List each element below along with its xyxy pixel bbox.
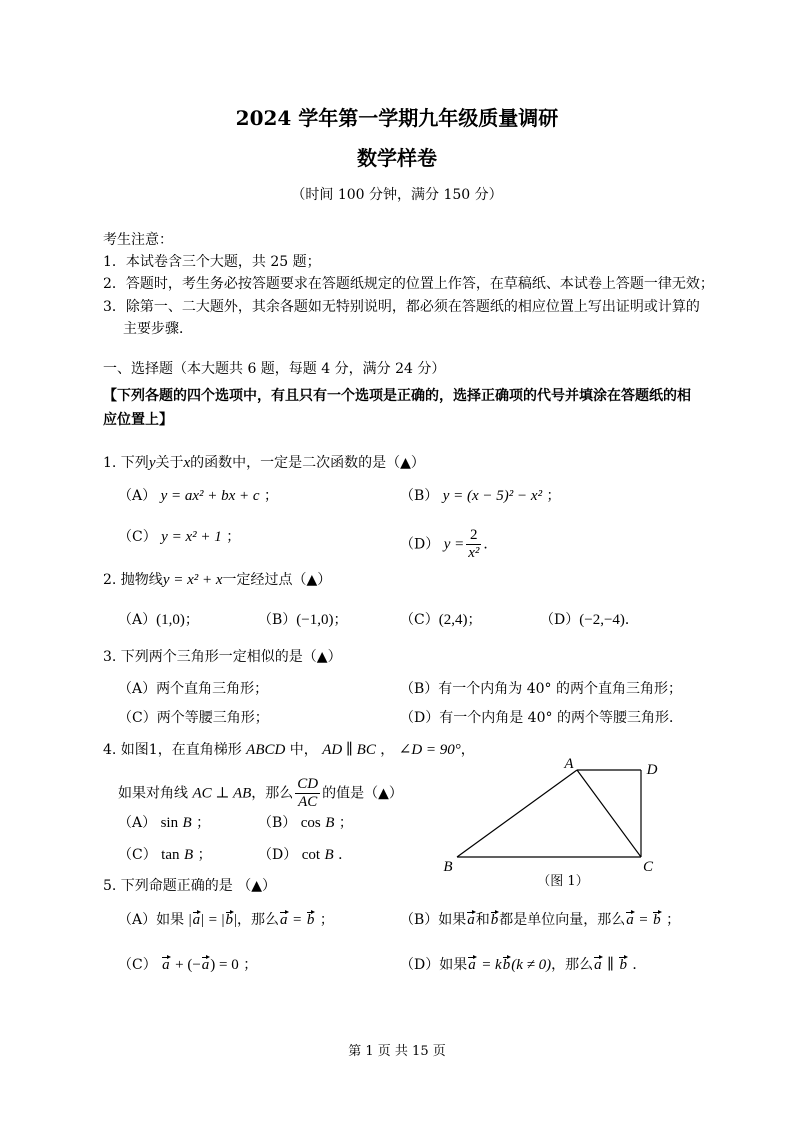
- vertex-label-a: A: [564, 756, 574, 772]
- angle-variable: B: [183, 847, 194, 863]
- q4-option-a: [118, 813, 210, 833]
- trig-function: cos: [300, 815, 321, 831]
- abs-bar: |: [221, 912, 225, 928]
- vector-a: a: [594, 957, 602, 973]
- vector-a: a: [626, 912, 634, 928]
- option-label: （B）: [400, 912, 439, 928]
- math-text: (k ≠ 0): [511, 957, 552, 973]
- page-number: 第 1 页 共 15 页: [348, 1044, 446, 1059]
- vector-a: a: [280, 912, 288, 928]
- option-label: （C）: [118, 847, 157, 863]
- notice-item: 2．答题时，考生务必按答题要求在答题纸规定的位置上作答，在草稿纸、本试卷上答题一律无效；: [103, 276, 714, 292]
- q2-option-d: [540, 610, 639, 630]
- stem-text: ，: [380, 742, 395, 758]
- vector-b: b: [490, 912, 499, 928]
- q3-option-b: [400, 679, 682, 699]
- option-text: 如果: [439, 957, 468, 973]
- trig-function: cot: [301, 847, 321, 863]
- option-label: （A）: [118, 488, 157, 504]
- q3-option-c: [118, 708, 269, 728]
- option-point: (−2,−4): [579, 612, 625, 628]
- option-text: ，那么: [551, 957, 594, 973]
- vector-a: a: [192, 912, 201, 928]
- option-end: ；: [184, 612, 199, 628]
- angle-variable: B: [182, 815, 192, 831]
- option-formula: y = (x − 5)² − x²: [442, 488, 543, 504]
- fraction-numerator: CD: [297, 776, 319, 792]
- stem-text: 一定经过点（▲）: [222, 572, 332, 588]
- q1-option-d: [400, 527, 497, 562]
- option-end: ；: [666, 912, 681, 928]
- math-text: = k: [481, 957, 502, 973]
- vector-a: a: [162, 957, 170, 973]
- option-end: ．: [632, 957, 647, 973]
- question-4-stem-line-1: [103, 740, 475, 760]
- stem-text: 中，: [289, 742, 318, 758]
- option-label: （B）: [258, 815, 297, 831]
- option-label: （D）: [400, 710, 440, 726]
- option-end: ．: [483, 536, 498, 553]
- stem-math: AC ⊥ AB: [192, 785, 252, 802]
- option-label: （A）: [118, 681, 157, 697]
- trig-function: tan: [161, 847, 180, 863]
- option-label: （C）: [118, 529, 157, 545]
- notice-heading: 考生注意：: [103, 232, 173, 248]
- option-text: 如果: [156, 912, 185, 928]
- option-formula: y = x² + 1: [161, 529, 222, 545]
- question-3-stem: 3. 下列两个三角形一定相似的是（▲）: [103, 649, 342, 665]
- option-label: （A）: [118, 912, 157, 928]
- option-label: （C）: [400, 612, 439, 628]
- vertex-label-d: D: [646, 762, 658, 778]
- option-label: （B）: [258, 612, 297, 628]
- vertex-label-c: C: [642, 859, 654, 875]
- option-label: （A）: [118, 815, 157, 831]
- option-end: ；: [196, 815, 211, 831]
- stem-text: 如果对角线: [118, 785, 188, 802]
- option-text: 两个等腰三角形；: [156, 710, 269, 726]
- option-text: 有一个内角为 40° 的两个直角三角形；: [438, 681, 683, 697]
- trig-function: sin: [160, 815, 179, 831]
- stem-text: 的函数中，一定是二次函数的是（▲）: [190, 455, 425, 471]
- q5-option-a: [118, 910, 334, 930]
- option-text: 和: [475, 912, 490, 928]
- notice-item: 1．本试卷含三个大题，共 25 题；: [103, 254, 321, 270]
- option-end: ；: [264, 488, 279, 504]
- stem-text: ，那么: [251, 785, 294, 802]
- option-text: ，那么: [237, 912, 280, 928]
- fraction: [466, 527, 481, 562]
- option-label: （D）: [400, 536, 440, 553]
- vector-b: b: [502, 957, 511, 973]
- q1-option-b: [400, 486, 561, 506]
- q2-option-a: [118, 610, 199, 630]
- option-end: ．: [624, 612, 639, 628]
- q5-option-c: [118, 955, 257, 975]
- option-end: ；: [319, 912, 334, 928]
- fraction: [295, 776, 320, 811]
- vector-b: b: [306, 912, 315, 928]
- question-5-stem: 5. 下列命题正确的是 （▲）: [103, 878, 277, 894]
- q1-option-c: [118, 527, 240, 547]
- stem-math: AD ∥ BC: [322, 742, 376, 758]
- option-label: （B）: [400, 488, 439, 504]
- question-2-stem: [103, 570, 331, 590]
- variable-y: y: [148, 455, 156, 471]
- option-end: ；: [338, 815, 353, 831]
- section-instruction: 应位置上】: [103, 412, 173, 428]
- stem-formula: y = x² + x: [162, 572, 223, 588]
- vector-b: b: [619, 957, 627, 973]
- option-text: 有一个内角是 40° 的两个等腰三角形．: [439, 710, 683, 726]
- equals-sign: =: [208, 912, 218, 928]
- fraction-denominator: x²: [468, 545, 480, 561]
- diagonal-ac: [577, 770, 641, 857]
- section-heading: 一、选择题（本大题共 6 题，每题 4 分，满分 24 分）: [103, 361, 446, 377]
- vector-a: a: [467, 912, 475, 928]
- figure-caption: （图 1）: [537, 874, 589, 889]
- math-text: ) = 0: [210, 957, 239, 973]
- section-instruction: 【下列各题的四个选项中，有且只有一个选项是正确的，选择正确项的代号并填涂在答题纸的相: [103, 388, 691, 404]
- stem-text: 关于: [155, 455, 184, 471]
- notice-item: 3．除第一、二大题外，其余各题如无特别说明，都必须在答题纸的相应位置上写出证明或计算的: [103, 299, 700, 315]
- option-text: 两个直角三角形；: [156, 681, 269, 697]
- vector-b: b: [653, 912, 661, 928]
- math-text: + (−: [175, 957, 201, 973]
- exam-title: 2024 学年第一学期九年级质量调研: [235, 106, 559, 130]
- option-label: （C）: [118, 957, 157, 973]
- stem-text: 1. 下列: [103, 455, 149, 471]
- q5-option-d: [400, 955, 646, 975]
- notice-item-continued: 主要步骤．: [123, 321, 193, 337]
- option-end: ；: [226, 529, 241, 545]
- option-end: ．: [338, 847, 353, 863]
- option-label: （A）: [118, 612, 157, 628]
- variable-x: x: [183, 455, 191, 471]
- angle-variable: B: [324, 847, 334, 863]
- angle-variable: B: [325, 815, 335, 831]
- time-note: （时间 100 分钟，满分 150 分）: [291, 187, 503, 203]
- stem-text: ，: [460, 742, 475, 758]
- equals-sign: =: [292, 912, 302, 928]
- option-text: 都是单位向量，那么: [499, 912, 626, 928]
- option-text: 如果: [438, 912, 467, 928]
- question-1-stem: [103, 453, 425, 473]
- equals-sign: =: [639, 912, 648, 928]
- parallel-sign: ∥: [607, 957, 614, 973]
- option-end: ；: [197, 847, 212, 863]
- option-formula: y = ax² + bx + c: [160, 488, 260, 504]
- q3-option-a: [118, 679, 268, 699]
- option-label: （D）: [540, 612, 580, 628]
- vector-a: a: [201, 957, 210, 973]
- abs-bar: |: [234, 912, 238, 928]
- option-end: ；: [243, 957, 258, 973]
- option-point: (−1,0): [296, 612, 334, 628]
- vector-a: a: [468, 957, 476, 973]
- option-point: (2,4): [438, 612, 468, 628]
- exam-subtitle: 数学样卷: [357, 146, 437, 170]
- q2-option-c: [400, 610, 481, 630]
- abs-bar: |: [201, 912, 205, 928]
- q4-option-b: [258, 813, 353, 833]
- q5-option-b: [400, 910, 680, 930]
- q1-option-a: [118, 486, 278, 506]
- q4-option-c: [118, 845, 212, 865]
- stem-math: ∠D = 90°: [398, 742, 461, 758]
- option-label: （D）: [258, 847, 298, 863]
- option-end: ；: [467, 612, 482, 628]
- question-4-stem-line-2: [118, 776, 403, 811]
- option-label: （B）: [400, 681, 439, 697]
- option-point: (1,0): [156, 612, 185, 628]
- abs-bar: |: [188, 912, 192, 928]
- option-end: ；: [546, 488, 561, 504]
- q3-option-d: [400, 708, 683, 728]
- stem-math: ABCD: [246, 742, 286, 758]
- option-label: （D）: [400, 957, 440, 973]
- stem-text: 的值是（▲）: [322, 785, 403, 802]
- vertex-label-b: B: [443, 859, 453, 875]
- q2-option-b: [258, 610, 348, 630]
- fraction-denominator: AC: [295, 793, 320, 811]
- fraction-numerator: 2: [470, 527, 478, 543]
- q4-option-d: [258, 845, 352, 865]
- segment-ba: [457, 770, 577, 857]
- option-formula: y =: [443, 536, 465, 553]
- option-end: ；: [333, 612, 348, 628]
- figure-1-right-trapezoid: [430, 752, 670, 894]
- option-label: （C）: [118, 710, 157, 726]
- stem-text: 2. 抛物线: [103, 572, 163, 588]
- stem-text: 4. 如图1，在直角梯形: [103, 742, 242, 758]
- vector-b: b: [225, 912, 233, 928]
